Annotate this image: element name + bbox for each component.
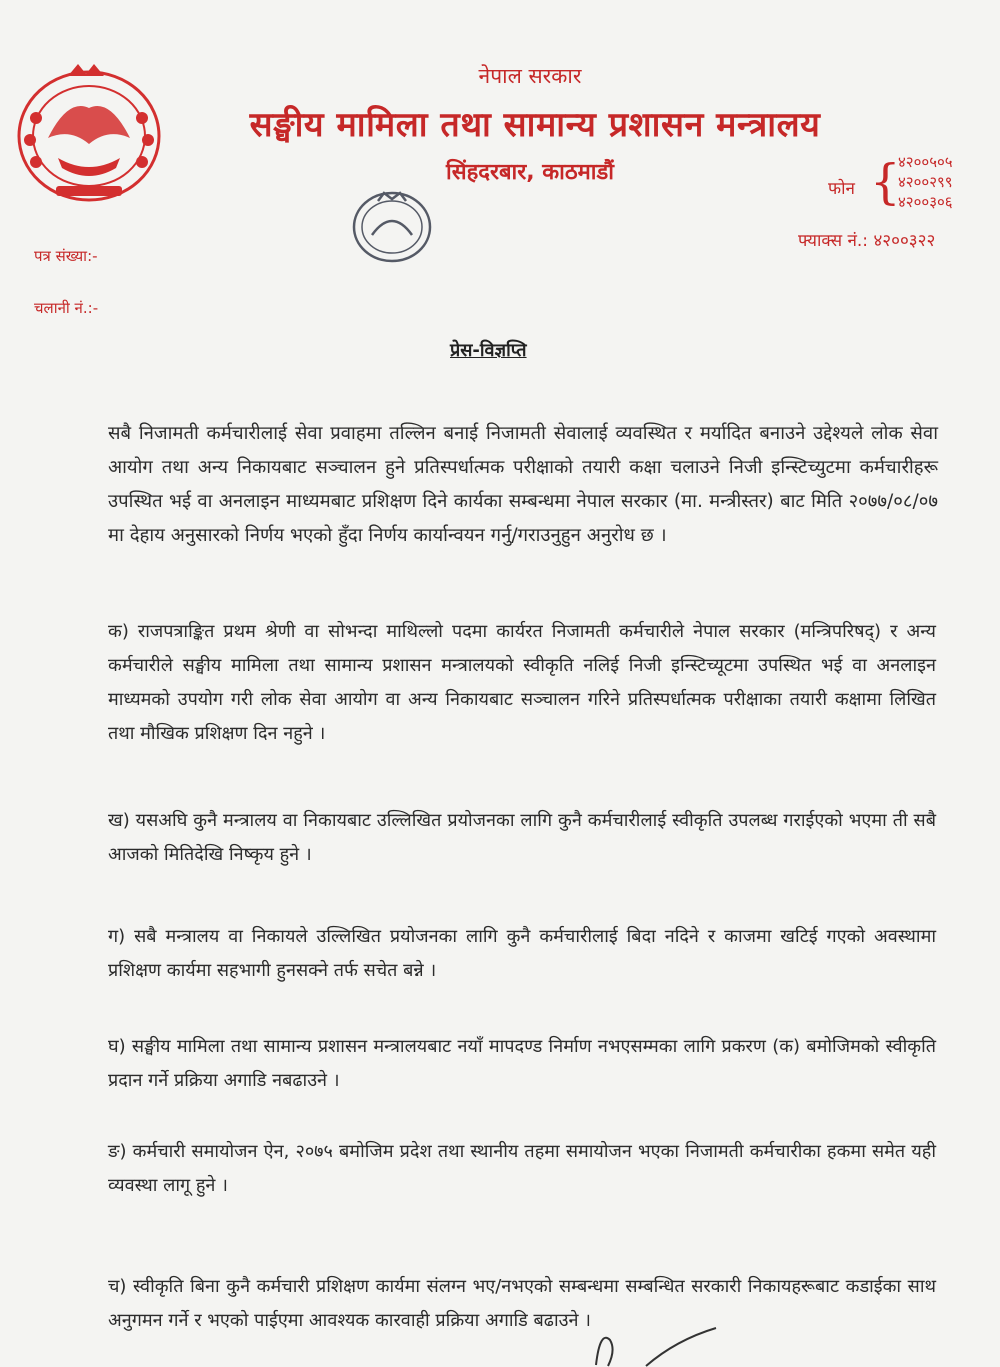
clause-nga: ङ) कर्मचारी समायोजन ऐन, २०७५ बमोजिम प्रदेश तथा स्थानीय तहमा समायोजन भएका निजामती कर्मचारीका हकमा समेत यही व्यवस्था लागू हुने । (108, 1141, 936, 1196)
clause-kha: ख) यसअघि कुनै मन्त्रालय वा निकायबाट उल्लिखित प्रयोजनका लागि कुनै कर्मचारीलाई स्वीकृति उपलब्ध गराईएको भएमा ती सबै आजको मितिदेखि निष्कृय हुने । (108, 810, 936, 865)
phone-label: फोन (828, 179, 855, 199)
intro-paragraph: सबै निजामती कर्मचारीलाई सेवा प्रवाहमा तल्लिन बनाई निजामती सेवालाई व्यवस्थित र मर्यादित बनाउने उद्देश्यले लोक सेवा आयोग तथा अन्य निकायबाट सञ्चालन हुने प्रतिस्पर्धात्मक परीक्षाको तयारी कक्षा चलाउने निजी इन्स्टिच्युटमा कर्मचारीहरू उपस्थित भई वा अनलाइन माध्यमबाट प्रशिक्षण दिने कार्यका सम्बन्धमा नेपाल सरकार (मा. मन्त्रीस्तर) बाट मिति २०७७/०८/०७ मा देहाय अनुसारको निर्णय भएको हुँदा निर्णय कार्यान्वयन गर्नु/गराउनुहुन अनुरोध छ । (108, 422, 938, 546)
office-stamp-icon (300, 185, 500, 335)
fax-number: फ्याक्स नं.: ४२००३२२ (798, 231, 936, 251)
phone-numbers-block (828, 148, 998, 218)
clause-cha: च) स्वीकृति बिना कुनै कर्मचारी प्रशिक्षण कार्यमा संलग्न भए/नभएको सम्बन्धमा सम्बन्धित सरकारी निकायहरूबाट कडाईका साथ अनुगमन गर्ने र भएको पाईएमा आवश्यक कारवाही प्रक्रिया अगाडि बढाउने । (108, 1276, 936, 1331)
ministry-address: सिंहदरबार, काठमाडौं (446, 160, 614, 185)
signature-icon (586, 1320, 746, 1367)
clause-gha: घ) सङ्घीय मामिला तथा सामान्य प्रशासन मन्त्रालयबाट नयाँ मापदण्ड निर्माण नभएसम्मका लागि प्रकरण (क) बमोजिमको स्वीकृति प्रदान गर्ने प्रक्रिया अगाडि नबढाउने । (108, 1036, 936, 1091)
phone-number: ४२००५०५ (898, 153, 953, 171)
phone-number: ४२००३०६ (898, 193, 953, 211)
phone-number-list (898, 152, 953, 212)
clause-ka: क) राजपत्राङ्कित प्रथम श्रेणी वा सोभन्दा माथिल्लो पदमा कार्यरत निजामती कर्मचारीले नेपाल सरकार (मन्त्रिपरिषद्) र अन्य कर्मचारीले सङ्घीय मामिला तथा सामान्य प्रशासन मन्त्रालयको स्वीकृति नलिई निजी इन्स्टिच्यूटमा उपस्थित भई वा अनलाइन माध्यमको उपयोग गरी लोक सेवा आयोग वा अन्य निकायबाट सञ्चालन गरिने प्रतिस्पर्धात्मक परीक्षाका तयारी कक्षामा लिखित तथा मौखिक प्रशिक्षण दिन नहुने । (108, 621, 936, 744)
ministry-name: सङ्घीय मामिला तथा सामान्य प्रशासन मन्त्रालय (249, 105, 821, 145)
document-title: प्रेस-विज्ञप्ति (450, 340, 527, 361)
brace-icon: { (870, 154, 901, 210)
phone-number: ४२००२९९ (898, 173, 953, 191)
clause-ga: ग) सबै मन्त्रालय वा निकायले उल्लिखित प्रयोजनका लागि कुनै कर्मचारीलाई बिदा नदिने र काजमा खटिई गएको अवस्थामा प्रशिक्षण कार्यमा सहभागी हुनसक्ने तर्फ सचेत बन्ने । (108, 926, 936, 981)
government-name: नेपाल सरकार (478, 64, 582, 88)
dispatch-number-label: चलानी नं.:- (34, 299, 99, 317)
reference-number-label: पत्र संख्या:- (34, 247, 98, 265)
